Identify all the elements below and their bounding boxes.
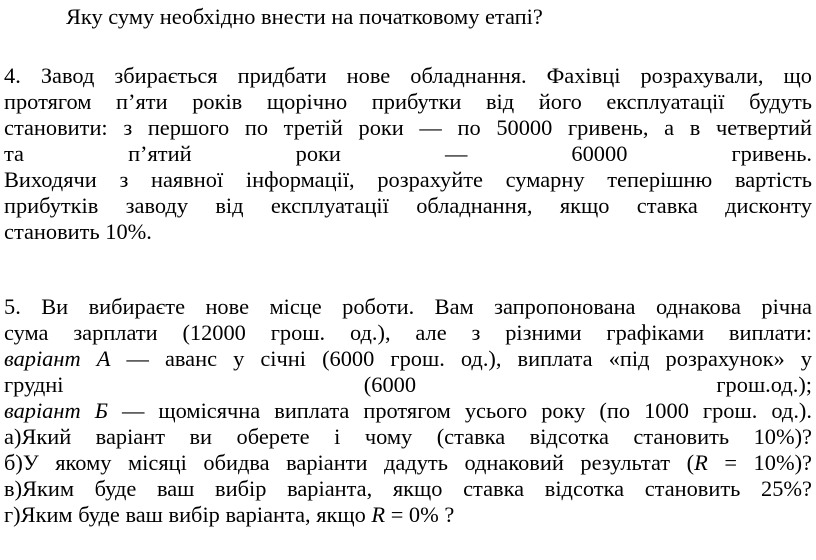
task-4-line: Виходячи з наявної інформації, розрахуйте сумарну теперішню вартість (4, 167, 812, 192)
question-b-start: б)У якому місяці обидва варіанти дадуть однаковий результат ( (4, 450, 695, 475)
task-4-line: та п’ятий роки — 60000 гривень. (4, 141, 812, 166)
question-a: а)Який варіант ви оберете і чому (ставка відсотка становить 10%)? (4, 424, 812, 449)
question-d (4, 502, 812, 528)
question-d-r-symbol: R (371, 502, 386, 527)
variant-a-label: варіант А (4, 346, 111, 371)
question-d-end: = 0% ? (385, 502, 455, 527)
question-d-start: г)Яким буде ваш вибір варіанта, якщо (4, 502, 372, 527)
task-5-line: сума зарплати (12000 грош. од.), але з різними графіками виплати: (4, 320, 812, 345)
question-b-r-symbol: R (694, 450, 708, 475)
task-4-line: протягом п’яти років щорічно прибутки від його експлуатації будуть (4, 89, 812, 114)
task-5-paragraph (4, 294, 812, 528)
task-5-line: грудні (6000 грош.од.); (4, 372, 812, 397)
variant-a-text: — аванс у січні (6000 грош. од.), виплата «під розрахунок» у (110, 346, 812, 371)
variant-b-text: — щомісячна виплата протягом усього року (по 1000 грош. од.). (107, 398, 812, 423)
question-b-end: = 10%)? (707, 450, 812, 475)
question-c: в)Яким буде ваш вибір варіанта, якщо ставка відсотка становить 25%? (4, 476, 812, 501)
intro-question: Яку суму необхідно внести на початковому етапі? (66, 4, 543, 29)
task-4-paragraph (4, 63, 812, 245)
task-4-line: становить 10%. (4, 219, 152, 244)
task-4-line: становити: з першого по третій роки — по 50000 гривень, а в четвертий (4, 115, 812, 140)
task-5-variant-b-line (4, 398, 812, 424)
task-4-line: 4. Завод збирається придбати нове обладнання. Фахівці розрахували, що (4, 63, 812, 88)
question-b (4, 450, 812, 476)
task-5-line: 5. Ви вибираєте нове місце роботи. Вам запропонована однакова річна (4, 294, 812, 319)
task-4-line: прибутків заводу від експлуатації обладнання, якщо ставка дисконту (4, 193, 812, 218)
variant-b-label: варіант Б (4, 398, 108, 423)
task-5-variant-a-line (4, 346, 812, 372)
